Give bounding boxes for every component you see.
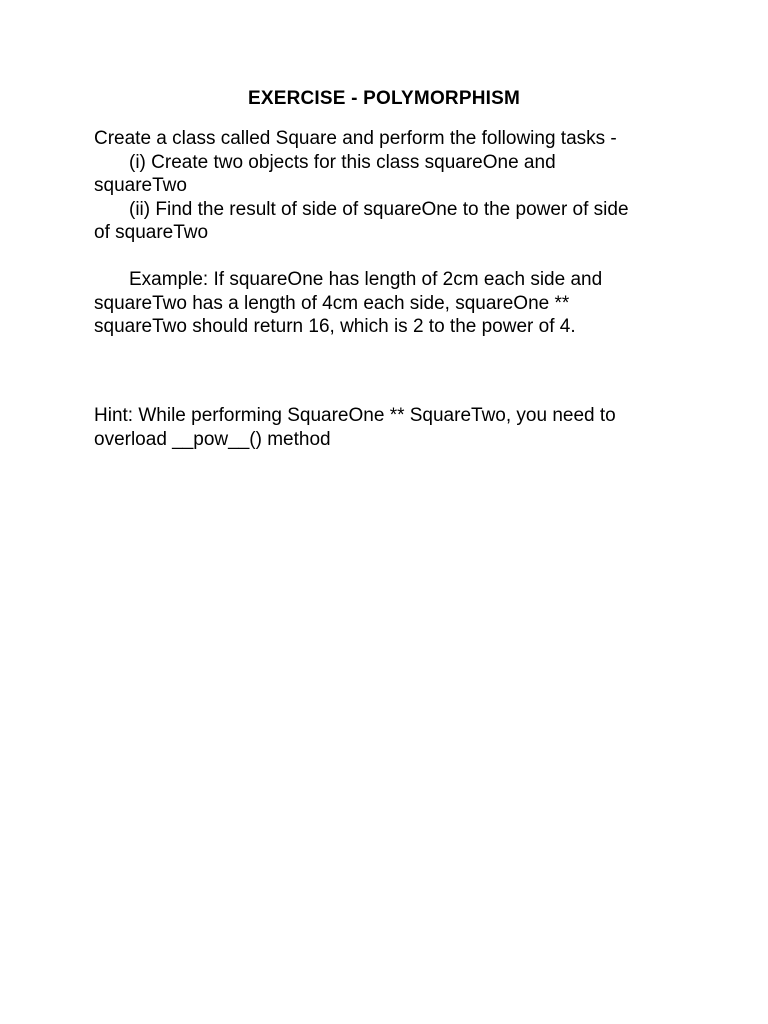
example-line-3: squareTwo should return 16, which is 2 to the power of 4. <box>94 316 576 337</box>
task-section <box>94 127 684 339</box>
task-intro: Create a class called Square and perform the following tasks - <box>94 128 617 149</box>
hint-line-2: overload __pow__() method <box>94 428 331 450</box>
paragraph-gap <box>94 245 684 269</box>
page-title: EXERCISE - POLYMORPHISM <box>247 88 521 109</box>
task-two-line-1: (ii) Find the result of side of squareOne to the power of side <box>129 198 629 220</box>
task-one-line-1: (i) Create two objects for this class squareOne and <box>129 151 556 173</box>
hint-section <box>94 404 684 451</box>
hint-line-1: Hint: While performing SquareOne ** SquareTwo, you need to <box>94 405 616 426</box>
task-two-line-2: of squareTwo <box>94 222 209 243</box>
example-line-2: squareTwo has a length of 4cm each side, squareOne ** <box>94 292 570 314</box>
task-one-line-2: squareTwo <box>94 175 187 196</box>
example-line-1: Example: If squareOne has length of 2cm each side and <box>129 269 603 290</box>
